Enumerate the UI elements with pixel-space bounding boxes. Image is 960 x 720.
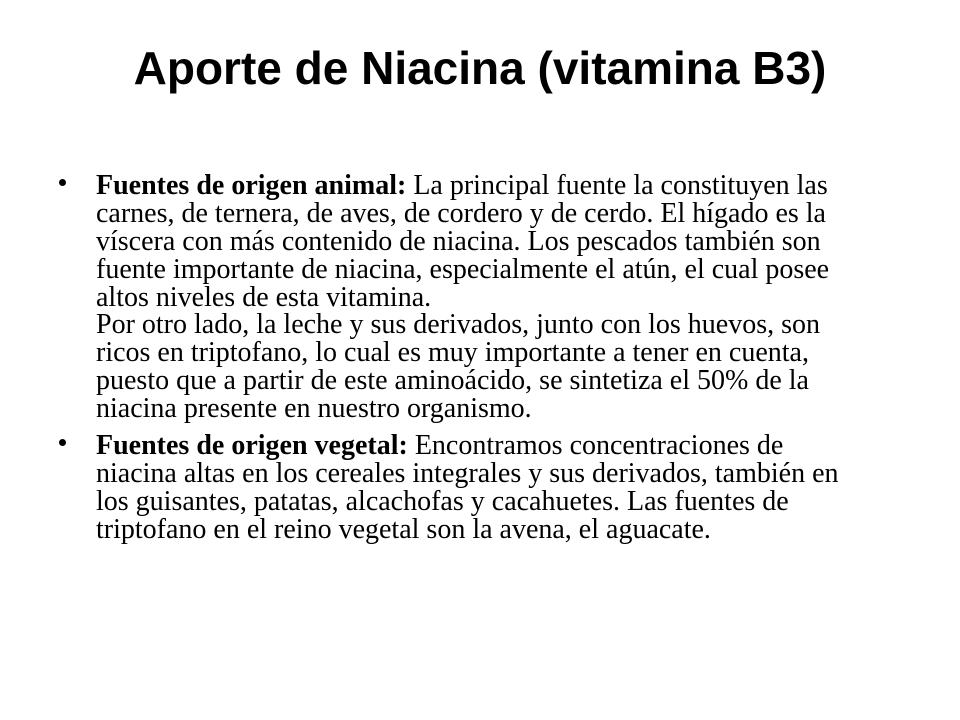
slide-title: Aporte de Niacina (vitamina B3): [133, 42, 827, 94]
bullet-line: [96, 172, 946, 200]
bullet-line: altos niveles de esta vitamina.: [96, 281, 432, 313]
bullet-line: Por otro lado, la leche y sus derivados, junto con los huevos, son: [96, 309, 821, 341]
bullet-line: ricos en triptofano, lo cual es muy importante a tener en cuenta,: [96, 337, 809, 369]
bullet-line: niacina presente en nuestro organismo.: [96, 393, 532, 425]
bullet-line: los guisantes, patatas, alcachofas y cacahuetes. Las fuentes de: [96, 485, 789, 517]
bullet-line: fuente importante de niacina, especialmente el atún, el cual posee: [96, 253, 830, 285]
bullet-text: La principal fuente la constituyen las: [413, 170, 828, 201]
bullet-line: [96, 432, 946, 460]
bullet-label: Fuentes de origen animal:: [96, 170, 407, 201]
bullet-line: carnes, de ternera, de aves, de cordero y de cerdo. El hígado es la: [96, 197, 826, 229]
bullet-item-vegetal-sources: [96, 432, 946, 544]
bullet-line: puesto que a partir de este aminoácido, se sintetiza el 50% de la: [96, 365, 809, 397]
bullet-item-animal-sources: [96, 172, 946, 423]
bullet-line: triptofano en el reino vegetal son la avena, el aguacate.: [96, 513, 711, 545]
bullet-text: Encontramos concentraciones de: [414, 430, 784, 461]
bullet-line: víscera con más contenido de niacina. Los pescados también son: [96, 225, 821, 257]
bullet-line: niacina altas en los cereales integrales y sus derivados, también en: [96, 457, 839, 489]
bullet-icon: [59, 179, 66, 186]
bullet-icon: [59, 439, 66, 446]
bullet-label: Fuentes de origen vegetal:: [96, 430, 408, 461]
